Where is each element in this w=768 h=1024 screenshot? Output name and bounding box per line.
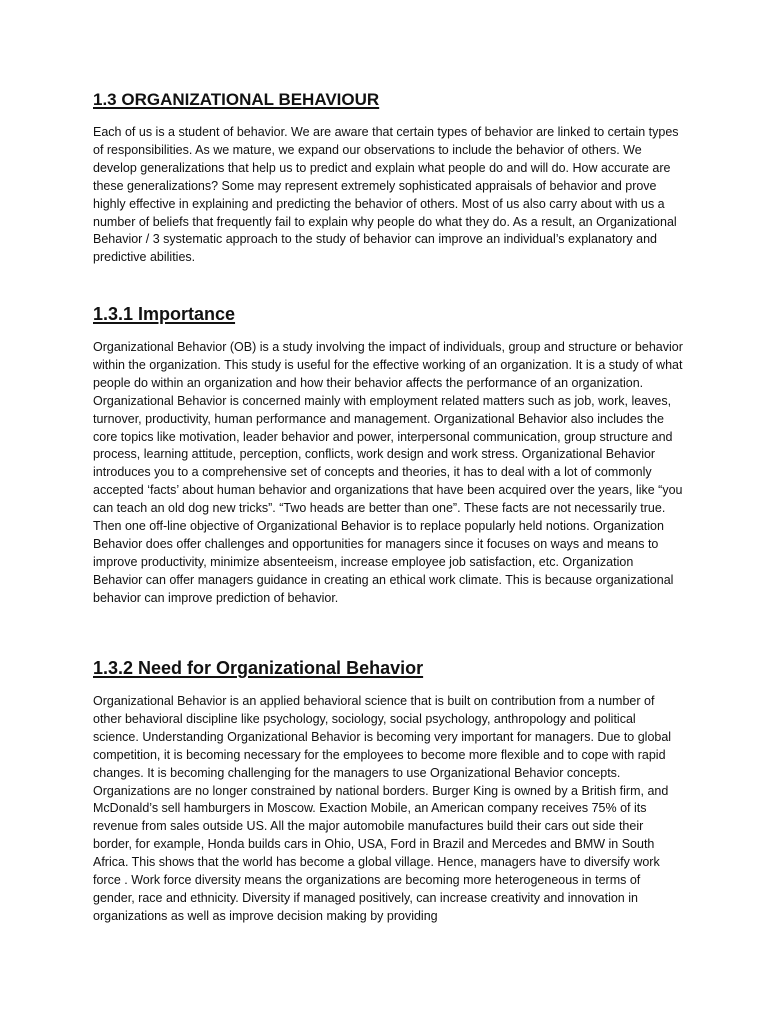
section-heading: 1.3 ORGANIZATIONAL BEHAVIOUR xyxy=(93,90,380,109)
section-paragraph: Each of us is a student of behavior. We are aware that certain types of behavior are linked to certain types of responsibilities. As we mature, we expand our observations to include the behavior of others. We develop generalizations that help us to predict and explain what people do and will do. How accurate are these generalizations? Some may represent extremely sophisticated appraisals of behavior and prove highly effective in explaining and predicting the behavior of others. Most of us also carry about with us a number of beliefs that frequently fail to explain why people do what they do. As a result, an Organizational Behavior / 3 systematic approach to the study of behavior can improve an individual’s explanatory and predictive abilities. xyxy=(93,125,679,265)
section-paragraph: Organizational Behavior is an applied behavioral science that is built on contribution from a number of other behavioral discipline like psychology, sociology, social psychology, anthropology and political science. Understanding Organizational Behavior is becoming very important for managers. Due to global competition, it is becoming necessary for the employees to become more flexible and to cope with rapid changes. It is becoming challenging for the managers to use Organizational Behavior concepts. Organizations are no longer constrained by national borders. Burger King is owned by a British firm, and McDonald’s sell hamburgers in Moscow. Exaction Mobile, an American company receives 75% of its revenue from sales outside US. All the major automobile manufactures build their cars out side their border, for example, Honda builds cars in Ohio, USA, Ford in Brazil and Mercedes and BMW in South Africa. This shows that the world has become a global village. Hence, managers have to diversify work force . Work force diversity means the organizations are becoming more heterogeneous in terms of gender, race and ethnicity. Diversity if managed positively, can increase creativity and innovation in organizations as well as improve decision making by providing xyxy=(93,694,672,923)
section-need-for-ob xyxy=(93,658,683,926)
section-organizational-behaviour xyxy=(93,90,683,267)
section-heading: 1.3.1 Importance xyxy=(93,304,236,324)
section-paragraph: Organizational Behavior (OB) is a study involving the impact of individuals, group and structure or behavior within the organization. This study is useful for the effective working of an organization. It is a study of what people do within an organization and how their behavior affects the performance of an organization. Organizational Behavior is concerned mainly with employment related matters such as job, work, leaves, turnover, productivity, human performance and management. Organizational Behavior also includes the core topics like motivation, leader behavior and power, interpersonal communication, group structure and process, learning attitude, perception, conflicts, work design and work stress. Organizational Behavior introduces you to a comprehensive set of concepts and theories, it has to deal with a lot of commonly accepted ‘facts’ about human behavior and organizations that have been acquired over the years, like “you can teach an old dog new tricks”. “Two heads are better than one”. These facts are not necessarily true. Then one off-line objective of Organizational Behavior is to replace popularly held notions. Organization Behavior does offer challenges and opportunities for managers since it focuses on ways and means to improve productivity, minimize absenteeism, increase employee job satisfaction, etc. Organization Behavior can offer managers guidance in creating an ethical work climate. This is because organizational behavior can improve prediction of behavior. xyxy=(93,340,683,605)
section-importance xyxy=(93,304,683,608)
section-heading: 1.3.2 Need for Organizational Behavior xyxy=(93,658,424,678)
